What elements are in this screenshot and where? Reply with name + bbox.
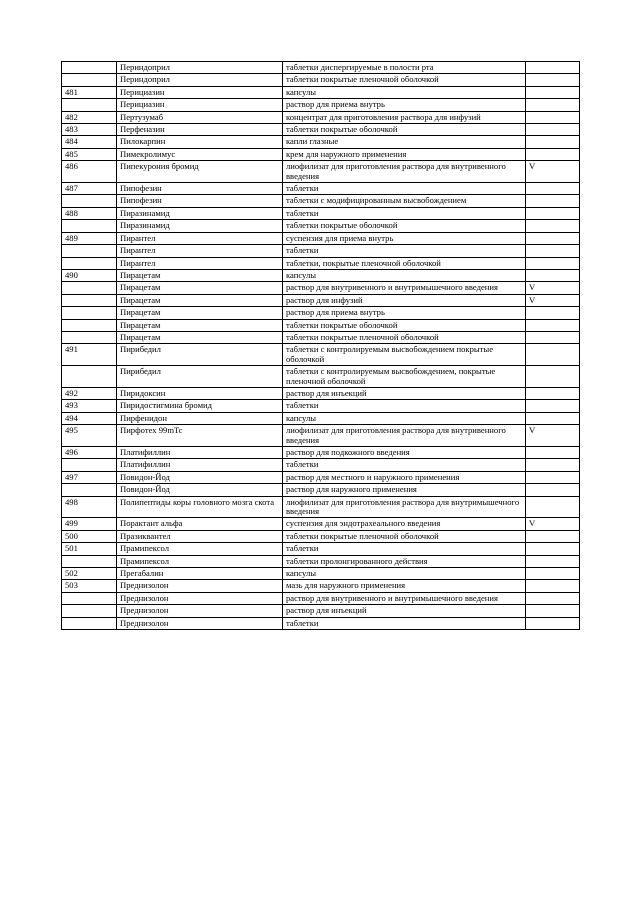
row-number-cell: 483 (62, 124, 117, 136)
row-number-cell: 500 (62, 530, 117, 542)
table-row (62, 195, 580, 207)
row-number-cell: 484 (62, 136, 117, 148)
flag-mark-cell (526, 366, 580, 388)
drug-name-cell: Перициазин (117, 99, 283, 111)
flag-mark-cell (526, 86, 580, 98)
dosage-form-cell: капсулы (283, 412, 526, 424)
flag-mark-cell (526, 207, 580, 219)
dosage-form-cell: раствор для местного и наружного применения (283, 471, 526, 483)
drug-name-cell: Платифиллин (117, 459, 283, 471)
row-number-cell (62, 459, 117, 471)
dosage-form-cell: капли глазные (283, 136, 526, 148)
table-row (62, 425, 580, 447)
drug-list-body (62, 62, 580, 630)
dosage-form-cell: таблетки (283, 245, 526, 257)
table-row (62, 580, 580, 592)
dosage-form-cell: таблетки покрытые оболочкой (283, 220, 526, 232)
row-number-cell: 482 (62, 111, 117, 123)
dosage-form-cell: таблетки покрытые пленочной оболочкой (283, 74, 526, 86)
flag-mark-cell (526, 555, 580, 567)
drug-name-cell: Пирацетам (117, 282, 283, 294)
table-row (62, 366, 580, 388)
row-number-cell (62, 331, 117, 343)
table-row (62, 319, 580, 331)
row-number-cell: 490 (62, 269, 117, 281)
drug-name-cell: Преднизолон (117, 580, 283, 592)
row-number-cell: 485 (62, 148, 117, 160)
dosage-form-cell: таблетки пролонгированного действия (283, 555, 526, 567)
drug-name-cell: Платифиллин (117, 447, 283, 459)
dosage-form-cell: таблетки, покрытые пленочной оболочкой (283, 257, 526, 269)
flag-mark-cell (526, 319, 580, 331)
drug-name-cell: Прамипексол (117, 555, 283, 567)
row-number-cell (62, 294, 117, 306)
row-number-cell: 489 (62, 232, 117, 244)
drug-name-cell: Пипекурония бромид (117, 161, 283, 183)
flag-mark-cell (526, 124, 580, 136)
drug-name-cell: Пирацетам (117, 331, 283, 343)
row-number-cell: 486 (62, 161, 117, 183)
flag-mark-cell (526, 257, 580, 269)
flag-mark-cell (526, 400, 580, 412)
flag-mark-cell (526, 543, 580, 555)
row-number-cell: 487 (62, 183, 117, 195)
row-number-cell: 498 (62, 496, 117, 518)
row-number-cell (62, 99, 117, 111)
table-row (62, 232, 580, 244)
dosage-form-cell: раствор для инфузий (283, 294, 526, 306)
drug-name-cell: Пиразинамид (117, 220, 283, 232)
drug-name-cell: Преднизолон (117, 592, 283, 604)
table-row (62, 331, 580, 343)
dosage-form-cell: капсулы (283, 568, 526, 580)
drug-name-cell: Пирацетам (117, 294, 283, 306)
drug-name-cell: Прамипексол (117, 543, 283, 555)
drug-name-cell: Пиридоксин (117, 387, 283, 399)
drug-name-cell: Пиридостигмина бромид (117, 400, 283, 412)
flag-mark-cell (526, 331, 580, 343)
table-row (62, 568, 580, 580)
drug-name-cell: Преднизолон (117, 617, 283, 629)
row-number-cell (62, 319, 117, 331)
row-number-cell: 492 (62, 387, 117, 399)
table-row (62, 282, 580, 294)
flag-mark-cell (526, 269, 580, 281)
table-row (62, 148, 580, 160)
dosage-form-cell: лиофилизат для приготовления раствора для внутривенного введения (283, 425, 526, 447)
table-row (62, 136, 580, 148)
drug-name-cell: Порактант альфа (117, 518, 283, 530)
table-row (62, 183, 580, 195)
flag-mark-cell (526, 459, 580, 471)
dosage-form-cell: таблетки (283, 400, 526, 412)
table-row (62, 86, 580, 98)
table-row (62, 62, 580, 74)
drug-name-cell: Пирфотех 99mTc (117, 425, 283, 447)
table-row (62, 605, 580, 617)
drug-name-cell: Повидон-Йод (117, 484, 283, 496)
row-number-cell (62, 484, 117, 496)
table-row (62, 400, 580, 412)
row-number-cell (62, 257, 117, 269)
table-row (62, 294, 580, 306)
row-number-cell (62, 62, 117, 74)
dosage-form-cell: таблетки (283, 617, 526, 629)
table-row (62, 387, 580, 399)
dosage-form-cell: лиофилизат для приготовления раствора для внутримышечного введения (283, 496, 526, 518)
table-row (62, 412, 580, 424)
drug-name-cell: Пирантел (117, 245, 283, 257)
dosage-form-cell: раствор для подкожного введения (283, 447, 526, 459)
flag-mark-cell (526, 471, 580, 483)
flag-mark-cell (526, 605, 580, 617)
flag-mark-cell (526, 530, 580, 542)
row-number-cell: 496 (62, 447, 117, 459)
table-row (62, 617, 580, 629)
flag-mark-cell (526, 195, 580, 207)
flag-mark-cell (526, 232, 580, 244)
dosage-form-cell: таблетки диспергируемые в полости рта (283, 62, 526, 74)
row-number-cell (62, 74, 117, 86)
row-number-cell: 494 (62, 412, 117, 424)
dosage-form-cell: концентрат для приготовления раствора для инфузий (283, 111, 526, 123)
drug-name-cell: Пирфенидон (117, 412, 283, 424)
flag-mark-cell (526, 74, 580, 86)
drug-name-cell: Пирибедил (117, 366, 283, 388)
drug-name-cell: Перфеназин (117, 124, 283, 136)
drug-name-cell: Пирацетам (117, 269, 283, 281)
drug-name-cell: Преднизолон (117, 605, 283, 617)
flag-mark-cell (526, 387, 580, 399)
table-row (62, 471, 580, 483)
table-row (62, 459, 580, 471)
dosage-form-cell: раствор для приема внутрь (283, 99, 526, 111)
row-number-cell: 501 (62, 543, 117, 555)
dosage-form-cell: таблетки с модифицированным высвобождением (283, 195, 526, 207)
drug-name-cell: Пиразинамид (117, 207, 283, 219)
table-row (62, 74, 580, 86)
flag-mark-cell (526, 183, 580, 195)
table-row (62, 124, 580, 136)
table-row (62, 111, 580, 123)
flag-mark-cell (526, 148, 580, 160)
flag-mark-cell (526, 307, 580, 319)
row-number-cell (62, 617, 117, 629)
row-number-cell: 499 (62, 518, 117, 530)
table-row (62, 99, 580, 111)
dosage-form-cell: таблетки покрытые оболочкой (283, 124, 526, 136)
flag-mark-cell (526, 447, 580, 459)
flag-mark-cell (526, 136, 580, 148)
dosage-form-cell: раствор для внутривенного и внутримышечного введения (283, 282, 526, 294)
table-row (62, 484, 580, 496)
row-number-cell (62, 245, 117, 257)
dosage-form-cell: суспензия для приема внутрь (283, 232, 526, 244)
drug-name-cell: Пирацетам (117, 307, 283, 319)
row-number-cell (62, 366, 117, 388)
row-number-cell (62, 195, 117, 207)
flag-mark-cell (526, 344, 580, 366)
table-row (62, 543, 580, 555)
row-number-cell: 503 (62, 580, 117, 592)
row-number-cell (62, 592, 117, 604)
dosage-form-cell: таблетки покрытые пленочной оболочкой (283, 331, 526, 343)
drug-name-cell: Празиквантел (117, 530, 283, 542)
dosage-form-cell: таблетки покрытые оболочкой (283, 319, 526, 331)
flag-mark-cell (526, 496, 580, 518)
table-row (62, 496, 580, 518)
flag-mark-cell (526, 220, 580, 232)
table-row (62, 518, 580, 530)
drug-name-cell: Перициазин (117, 86, 283, 98)
dosage-form-cell: раствор для наружного применения (283, 484, 526, 496)
drug-name-cell: Полипептиды коры головного мозга скота (117, 496, 283, 518)
dosage-form-cell: крем для наружного применения (283, 148, 526, 160)
row-number-cell: 502 (62, 568, 117, 580)
drug-name-cell: Пимекролимус (117, 148, 283, 160)
drug-name-cell: Пипофезин (117, 183, 283, 195)
row-number-cell (62, 605, 117, 617)
dosage-form-cell: раствор для внутривенного и внутримышечного введения (283, 592, 526, 604)
drug-name-cell: Пирантел (117, 257, 283, 269)
drug-list-table (61, 61, 580, 630)
dosage-form-cell: раствор для приема внутрь (283, 307, 526, 319)
flag-mark-cell (526, 111, 580, 123)
drug-name-cell: Периндоприл (117, 62, 283, 74)
table-row (62, 592, 580, 604)
table-row (62, 269, 580, 281)
row-number-cell (62, 555, 117, 567)
flag-mark-cell: V (526, 161, 580, 183)
drug-name-cell: Пертузумаб (117, 111, 283, 123)
dosage-form-cell: капсулы (283, 269, 526, 281)
dosage-form-cell: таблетки покрытые пленочной оболочкой (283, 530, 526, 542)
flag-mark-cell (526, 412, 580, 424)
flag-mark-cell (526, 580, 580, 592)
flag-mark-cell: V (526, 294, 580, 306)
table-row (62, 245, 580, 257)
table-row (62, 447, 580, 459)
dosage-form-cell: таблетки (283, 459, 526, 471)
dosage-form-cell: таблетки с контролируемым высвобождением покрытые оболочкой (283, 344, 526, 366)
flag-mark-cell (526, 617, 580, 629)
drug-name-cell: Пирантел (117, 232, 283, 244)
flag-mark-cell (526, 484, 580, 496)
row-number-cell: 491 (62, 344, 117, 366)
dosage-form-cell: таблетки (283, 207, 526, 219)
drug-name-cell: Пилокарпин (117, 136, 283, 148)
table-row (62, 530, 580, 542)
row-number-cell (62, 282, 117, 294)
row-number-cell: 495 (62, 425, 117, 447)
flag-mark-cell: V (526, 518, 580, 530)
drug-name-cell: Пирибедил (117, 344, 283, 366)
dosage-form-cell: капсулы (283, 86, 526, 98)
table-row (62, 207, 580, 219)
table-row (62, 307, 580, 319)
flag-mark-cell (526, 245, 580, 257)
dosage-form-cell: мазь для наружного применения (283, 580, 526, 592)
flag-mark-cell: V (526, 282, 580, 294)
row-number-cell: 493 (62, 400, 117, 412)
row-number-cell: 481 (62, 86, 117, 98)
dosage-form-cell: таблетки (283, 183, 526, 195)
flag-mark-cell (526, 592, 580, 604)
table-row (62, 555, 580, 567)
flag-mark-cell (526, 62, 580, 74)
row-number-cell (62, 307, 117, 319)
table-row (62, 257, 580, 269)
table-row (62, 344, 580, 366)
flag-mark-cell: V (526, 425, 580, 447)
drug-name-cell: Прегабалин (117, 568, 283, 580)
table-row (62, 161, 580, 183)
dosage-form-cell: раствор для инъекций (283, 605, 526, 617)
dosage-form-cell: таблетки (283, 543, 526, 555)
dosage-form-cell: раствор для инъекций (283, 387, 526, 399)
drug-name-cell: Повидон-Йод (117, 471, 283, 483)
drug-name-cell: Пирацетам (117, 319, 283, 331)
dosage-form-cell: лиофилизат для приготовления раствора для внутривенного введения (283, 161, 526, 183)
flag-mark-cell (526, 99, 580, 111)
flag-mark-cell (526, 568, 580, 580)
dosage-form-cell: таблетки с контролируемым высвобождением, покрытые пленочной оболочкой (283, 366, 526, 388)
row-number-cell: 497 (62, 471, 117, 483)
row-number-cell (62, 220, 117, 232)
table-row (62, 220, 580, 232)
drug-name-cell: Пипофезин (117, 195, 283, 207)
drug-name-cell: Периндоприл (117, 74, 283, 86)
dosage-form-cell: суспензия для эндотрахеального введения (283, 518, 526, 530)
row-number-cell: 488 (62, 207, 117, 219)
